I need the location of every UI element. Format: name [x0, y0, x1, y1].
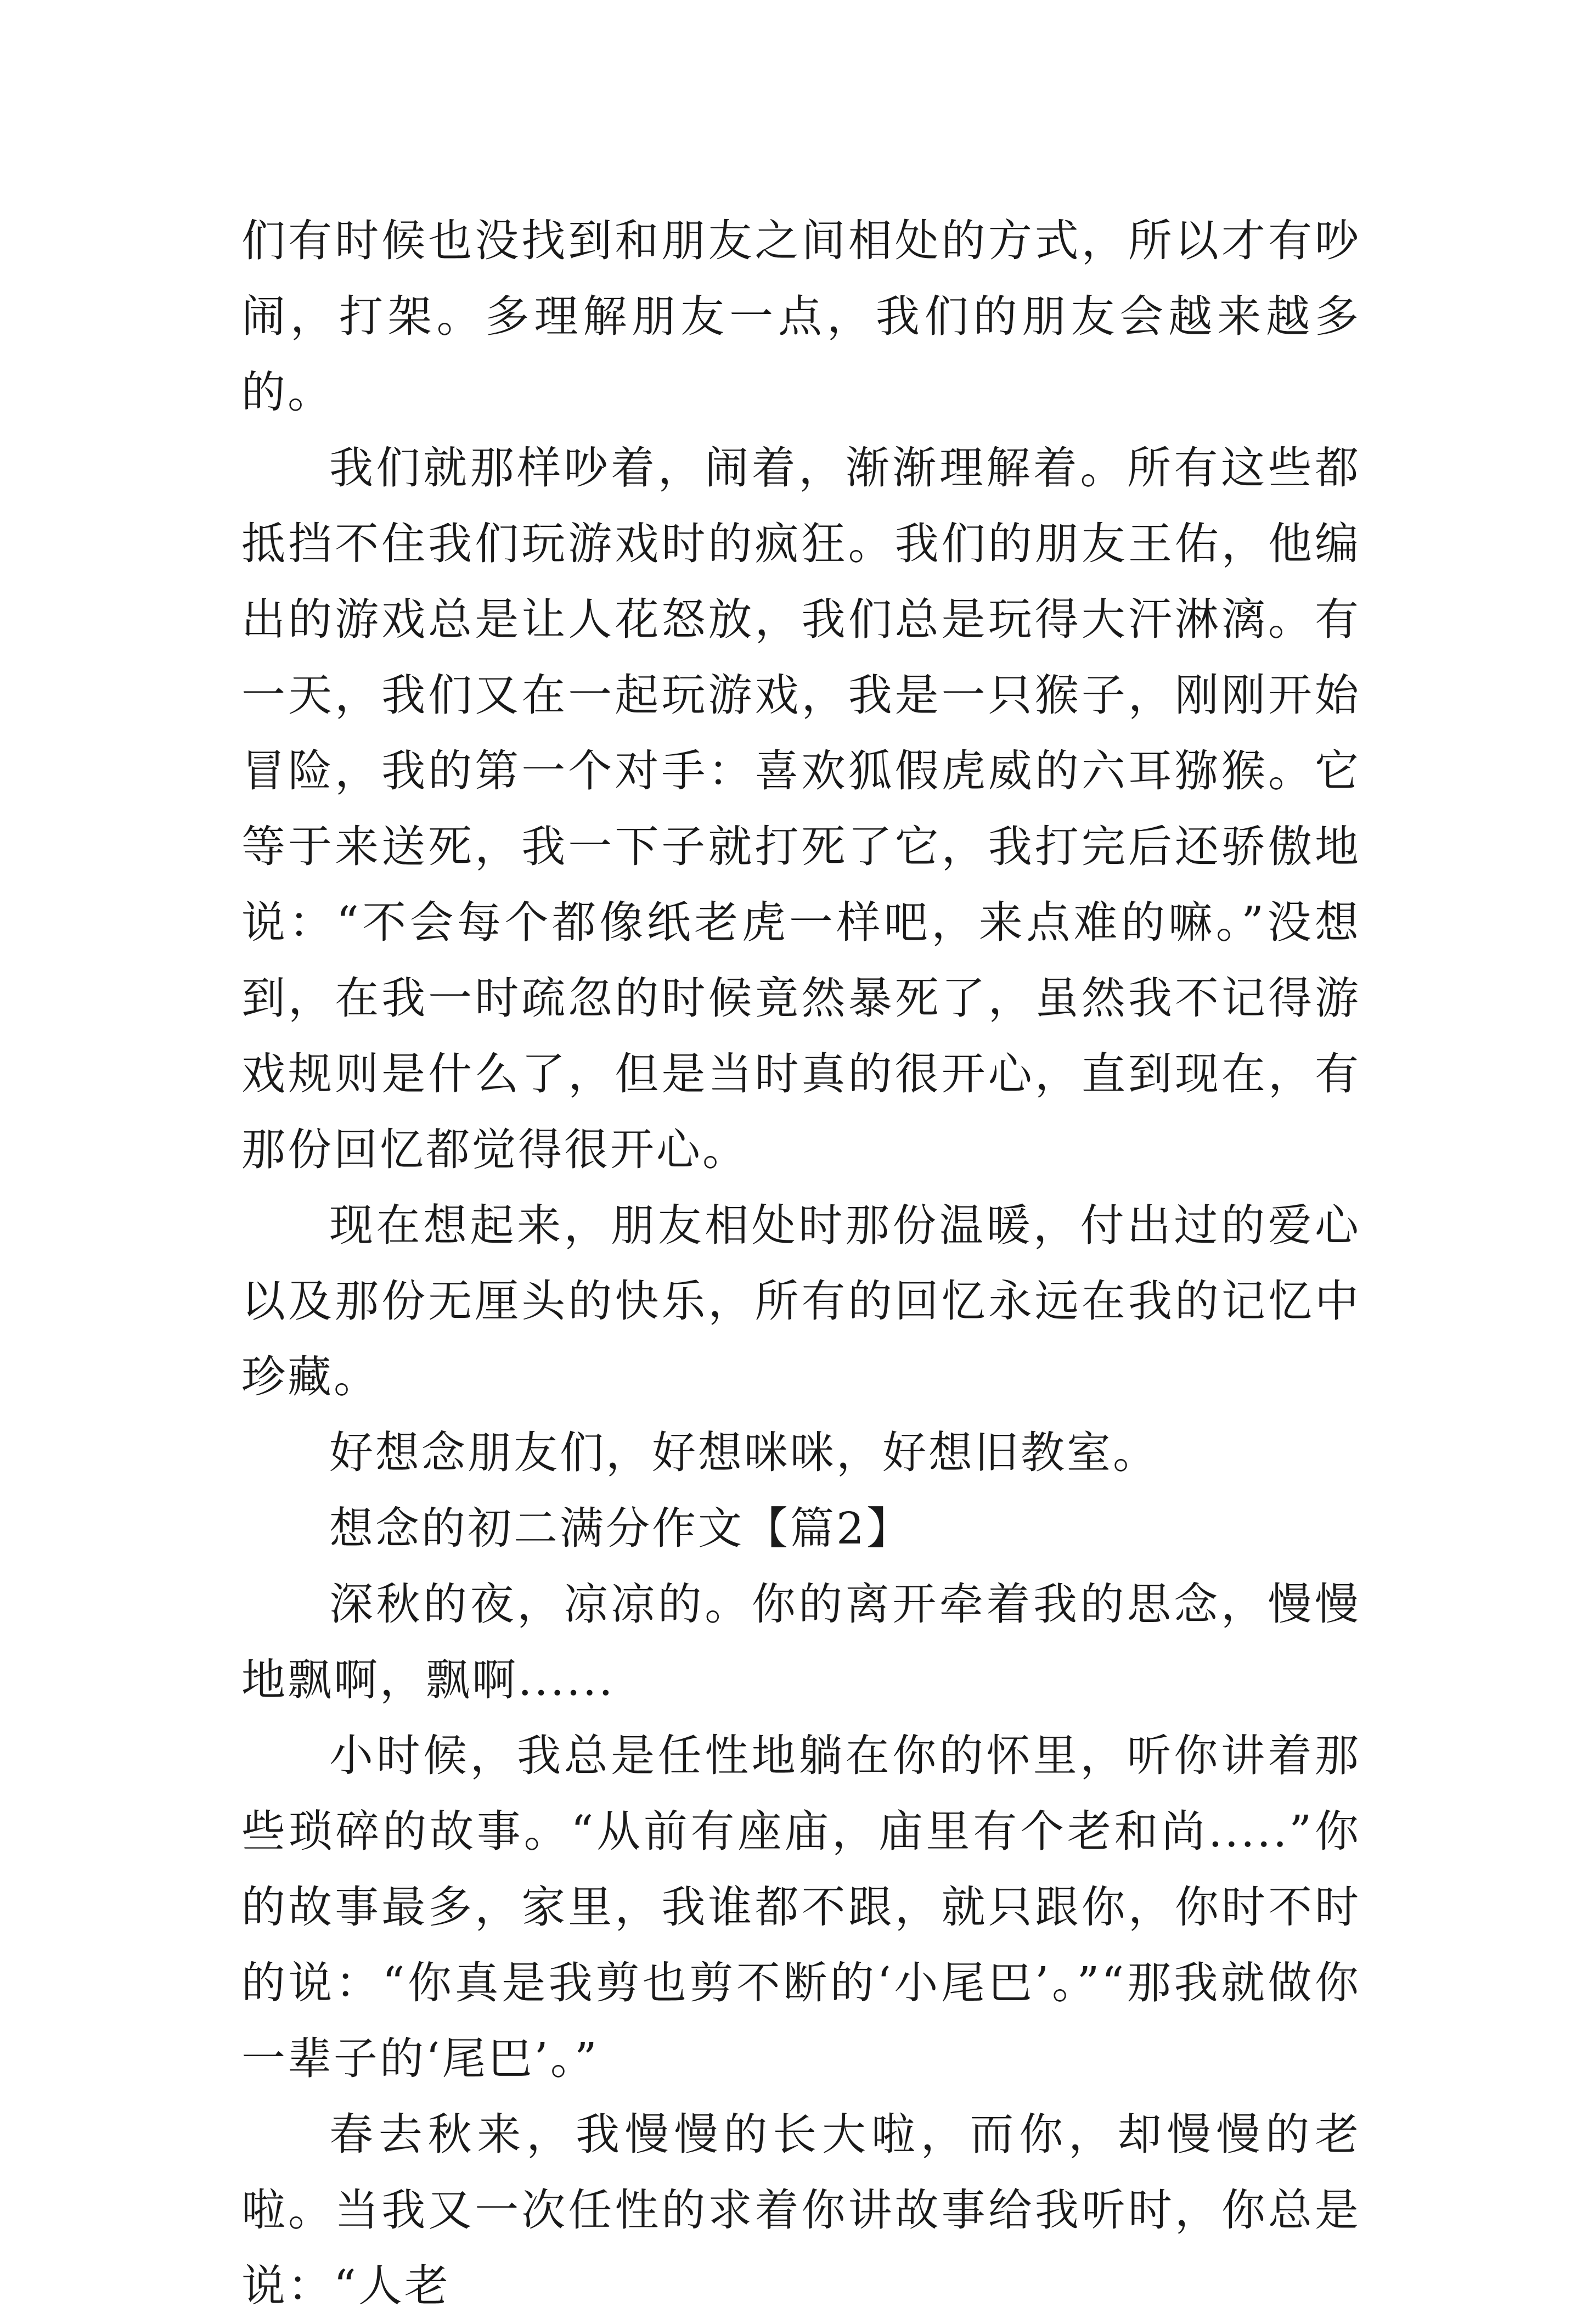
paragraph-4: 好想念朋友们，好想咪咪，好想旧教室。: [329, 1427, 1159, 1478]
paragraph-7: 春去秋来，我慢慢的长大啦，而你，却慢慢的老啦。当我又一次任性的求着你讲故事给我听时，你总是说：“人老: [241, 2109, 1361, 2311]
paragraph-3: 现在想起来，朋友相处时那份温暖，付出过的爱心以及那份无厘头的快乐，所有的回忆永远在我的记忆中珍藏。: [241, 1200, 1361, 1402]
paragraph-6: 小时候，我总是任性地躺在你的怀里，听你讲着那些琐碎的故事。“从前有座庙，庙里有个老和尚.....”你的故事最多，家里，我谁都不跟，就只跟你，你时不时的说：“你真是我剪也剪不断的‘小尾巴’。”“那我就做你一辈子的‘尾巴’。”: [241, 1730, 1361, 2084]
paragraph-5: 深秋的夜，凉凉的。你的离开牵着我的思念，慢慢地飘啊，飘啊......: [241, 1579, 1361, 1705]
paragraph-1: 们有时候也没找到和朋友之间相处的方式，所以才有吵闹，打架。多理解朋友一点，我们的朋友会越来越多的。: [241, 215, 1361, 418]
paragraph-2: 我们就那样吵着，闹着，渐渐理解着。所有这些都抵挡不住我们玩游戏时的疯狂。我们的朋友王佑，他编出的游戏总是让人花怒放，我们总是玩得大汗淋漓。有一天，我们又在一起玩游戏，我是一只猴子，刚刚开始冒险，我的第一个对手：喜欢狐假虎威的六耳猕猴。它等于来送死，我一下子就打死了它，我打完后还骄傲地说：“不会每个都像纸老虎一样吧，来点难的嘛。”没想到，在我一时疏忽的时候竟然暴死了，虽然我不记得游戏规则是什么了，但是当时真的很开心，直到现在，有那份回忆都觉得很开心。: [241, 442, 1361, 1175]
essay-body: [241, 203, 1361, 2324]
section-heading: 想念的初二满分作文【篇2】: [329, 1503, 913, 1554]
